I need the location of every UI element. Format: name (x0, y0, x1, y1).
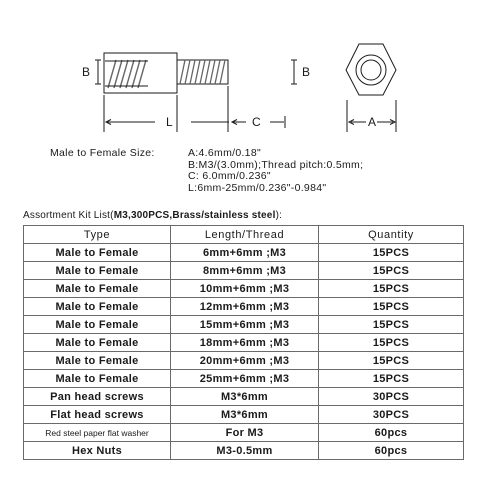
dim-label-b-right: B (302, 65, 311, 79)
cell-length-thread: 12mm+6mm ;M3 (171, 298, 319, 316)
cell-type: Male to Female (24, 352, 171, 370)
cell-length-thread: M3-0.5mm (171, 442, 319, 460)
kit-title-suffix: ): (275, 210, 283, 221)
cell-quantity: 15PCS (319, 370, 464, 388)
table-row (24, 262, 464, 280)
table-row (24, 334, 464, 352)
cell-type: Pan head screws (24, 388, 171, 406)
cell-length-thread: 25mm+6mm ;M3 (171, 370, 319, 388)
cell-quantity: 15PCS (319, 334, 464, 352)
table-row (24, 244, 464, 262)
header-length-thread: Length/Thread (171, 226, 319, 244)
size-line-b: B:M3/(3.0mm);Thread pitch:0.5mm; (188, 158, 364, 171)
size-label: Male to Female Size: (50, 147, 155, 159)
cell-quantity: 60pcs (319, 424, 464, 442)
cell-type: Male to Female (24, 262, 171, 280)
cell-length-thread: 10mm+6mm ;M3 (171, 280, 319, 298)
cell-quantity: 15PCS (319, 298, 464, 316)
cell-type: Male to Female (24, 334, 171, 352)
size-lines (188, 148, 363, 194)
cell-quantity: 15PCS (319, 244, 464, 262)
cell-quantity: 30PCS (319, 406, 464, 424)
cell-type: Male to Female (24, 370, 171, 388)
cell-type: Flat head screws (24, 406, 171, 424)
cell-length-thread: For M3 (171, 424, 319, 442)
table-row (24, 298, 464, 316)
cell-length-thread: 6mm+6mm ;M3 (171, 244, 319, 262)
dim-label-a: A (368, 115, 377, 129)
cell-quantity: 15PCS (319, 262, 464, 280)
size-line-a: A:4.6mm/0.18" (188, 147, 261, 159)
size-line-l: L:6mm-25mm/0.236"-0.984" (188, 181, 327, 194)
header-quantity: Quantity (319, 226, 464, 244)
cell-length-thread: M3*6mm (171, 406, 319, 424)
dim-label-b-left: B (82, 65, 91, 79)
kit-list-title (23, 210, 282, 221)
cell-length-thread: 18mm+6mm ;M3 (171, 334, 319, 352)
table-row (24, 424, 464, 442)
cell-type: Hex Nuts (24, 442, 171, 460)
cell-quantity: 15PCS (319, 352, 464, 370)
table-row (24, 442, 464, 460)
cell-length-thread: M3*6mm (171, 388, 319, 406)
cell-length-thread: 8mm+6mm ;M3 (171, 262, 319, 280)
size-line-c: C: 6.0mm/0.236" (188, 170, 271, 183)
kit-title-prefix: Assortment Kit List( (23, 210, 114, 221)
table-row (24, 370, 464, 388)
cell-length-thread: 20mm+6mm ;M3 (171, 352, 319, 370)
table-row (24, 352, 464, 370)
cell-quantity: 15PCS (319, 316, 464, 334)
table-row (24, 388, 464, 406)
cell-type: Male to Female (24, 244, 171, 262)
kit-table (23, 225, 464, 460)
header-type: Type (24, 226, 171, 244)
table-row (24, 406, 464, 424)
cell-quantity: 30PCS (319, 388, 464, 406)
kit-title-spec: M3,300PCS,Brass/stainless steel (113, 210, 276, 221)
table-row (24, 280, 464, 298)
cell-type: Male to Female (24, 316, 171, 334)
table-header-row (24, 226, 464, 244)
cell-type: Male to Female (24, 280, 171, 298)
cell-type: Male to Female (24, 298, 171, 316)
cell-length-thread: 15mm+6mm ;M3 (171, 316, 319, 334)
standoff-diagram (0, 0, 477, 150)
cell-type: Red steel paper flat washer (24, 424, 171, 442)
table-row (24, 316, 464, 334)
cell-quantity: 60pcs (319, 442, 464, 460)
cell-quantity: 15PCS (319, 280, 464, 298)
dim-label-c: C (252, 115, 261, 129)
dim-label-l: L (166, 115, 173, 129)
